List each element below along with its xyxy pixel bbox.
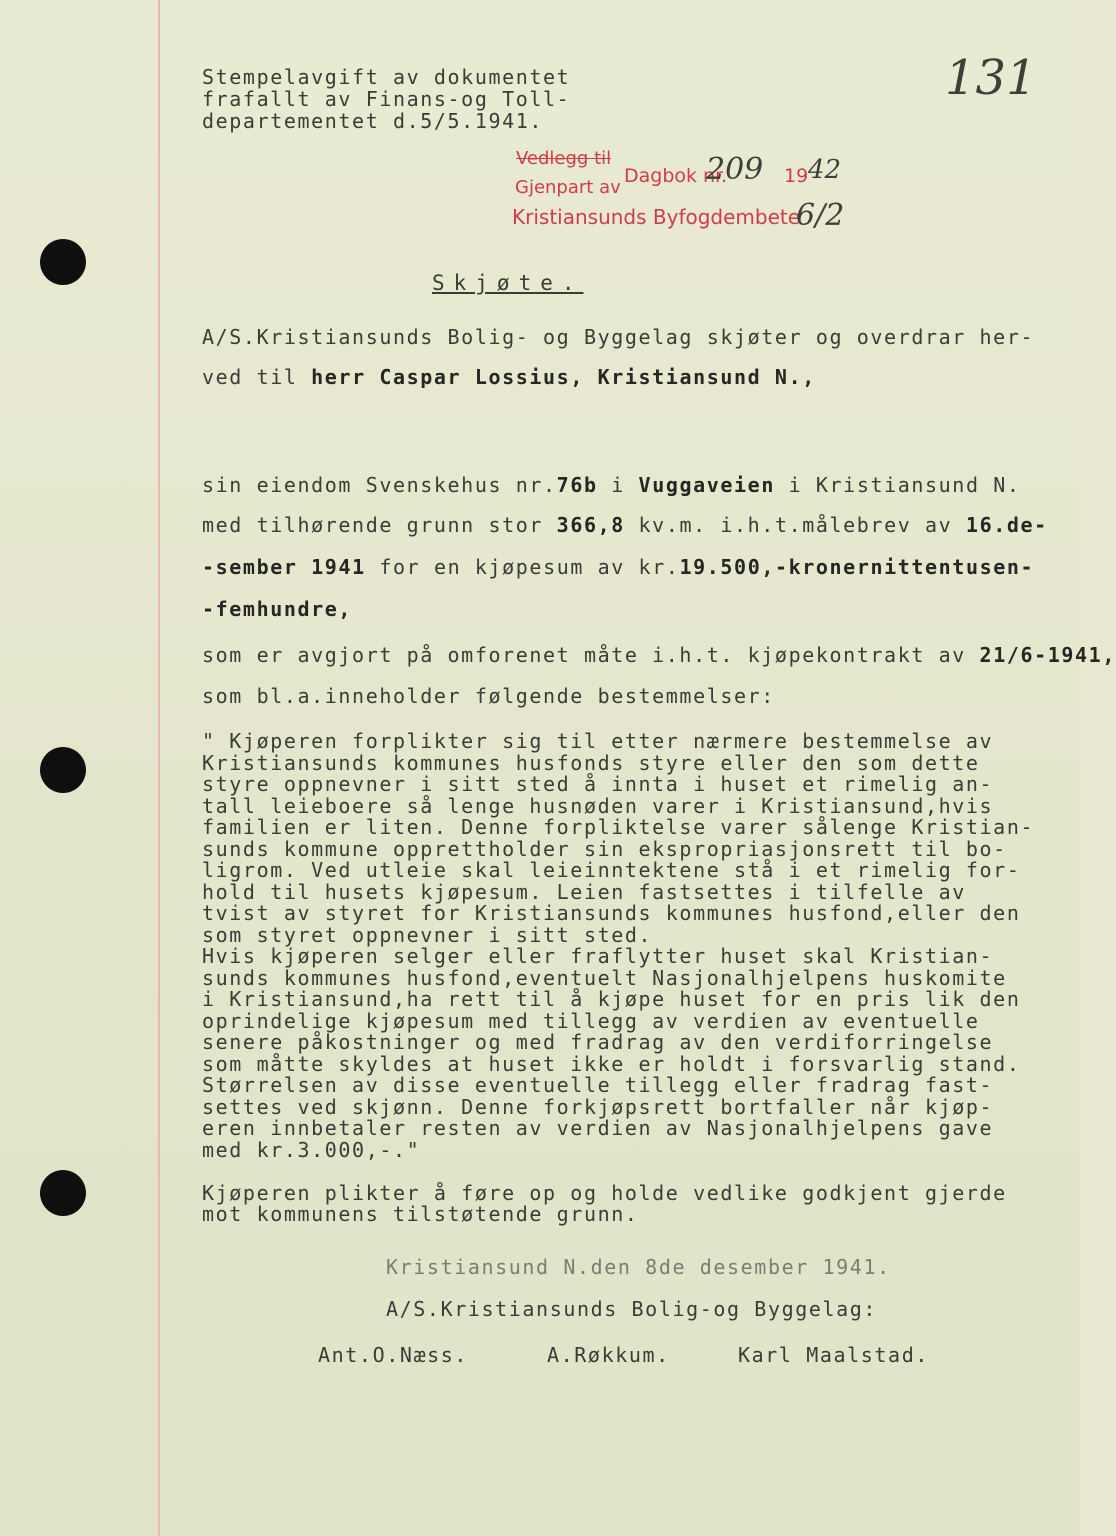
- agreement-line: som bl.a.inneholder følgende bestemmelser:: [202, 684, 775, 708]
- quote-line: oprindelige kjøpesum med tillegg av verdien av eventuelle: [202, 1008, 980, 1033]
- quote-line: Størrelsen av disse eventuelle tillegg eller fradrag fast-: [202, 1073, 994, 1097]
- quote-line: sunds kommune opprettholder sin ekspropriasjonsrett til bo-: [202, 836, 1007, 861]
- property-text: kv.m. i.h.t.målebrev av: [624, 513, 966, 537]
- quote-line: som styret oppnevner i sitt sted.: [202, 922, 653, 947]
- signatory: A.Røkkum.: [547, 1343, 670, 1367]
- quote-line: styre oppnevner i sitt sted å innta i huset et rimelig an-: [202, 772, 994, 796]
- property-line: [202, 473, 1021, 497]
- stamp-year-prefix: 19: [784, 165, 809, 187]
- quote-line: i Kristiansund,ha rett til å kjøpe huset for en pris lik den: [202, 987, 1021, 1011]
- quote-line: familien er liten. Denne forpliktelse varer sålenge Kristian-: [202, 815, 1035, 839]
- property-text: sin eiendom Svenskehus nr.: [202, 473, 557, 497]
- street-name: Vuggaveien: [638, 473, 775, 497]
- quote-line: settes ved skjønn. Denne forkjøpsrett bortfaller når kjøp-: [202, 1094, 994, 1119]
- measure-date: -sember: [202, 555, 298, 579]
- property-line: [202, 513, 1048, 537]
- property-text: i: [597, 473, 639, 497]
- quote-line: tall leieboere så lenge husnøden varer i Kristiansund,hvis: [202, 793, 994, 818]
- quote-line: " Kjøperen forplikter sig til etter nærmere bestemmelse av: [202, 729, 994, 753]
- quote-line: sunds kommunes husfond,eventuelt Nasjonalhjelpens huskomite: [202, 965, 1007, 990]
- quote-line: hold til husets kjøpesum. Leien fastsettes i tilfelle av: [202, 879, 966, 904]
- contract-date: 21/6-1941,: [979, 643, 1116, 667]
- stamp-office: Kristiansunds Byfogdembete: [512, 205, 801, 229]
- company-name: A/S.Kristiansunds Bolig-og Byggelag:: [386, 1297, 878, 1321]
- quote-line: Kristiansunds kommunes husfonds styre eller den som dette: [202, 750, 980, 775]
- property-text: [298, 555, 312, 579]
- page-number: 131: [945, 50, 1037, 106]
- measure-year: 1941: [311, 555, 366, 579]
- stamp-dagbok-label: Dagbok nr.: [624, 165, 728, 187]
- stamp-dagbok-number: 209: [706, 152, 764, 187]
- house-number: 76b: [556, 473, 598, 497]
- stamp-vedlegg: Vedlegg til: [516, 148, 612, 169]
- quote-line: tvist av styret for Kristiansunds kommunes husfond,eller den: [202, 901, 1021, 925]
- quote-line: med kr.3.000,-.": [202, 1137, 421, 1162]
- quote-line: eren innbetaler resten av verdien av Nasjonalhjelpens gave: [202, 1116, 994, 1140]
- agreement-text: som er avgjort på omforenet måte i.h.t. kjøpekontrakt av: [202, 643, 980, 667]
- signatory: Ant.O.Næss.: [318, 1343, 469, 1367]
- stamp-year-suffix: 42: [808, 155, 842, 185]
- quote-line: Hvis kjøperen selger eller fraflytter huset skal Kristian-: [202, 944, 994, 968]
- intro-prefix: ved til: [202, 365, 312, 389]
- quote-line: senere påkostninger og med fradrag av den verdiforringelse: [202, 1030, 994, 1054]
- property-area: 366,8: [556, 513, 625, 537]
- agreement-line: [202, 643, 1116, 667]
- margin-line: [158, 0, 160, 1536]
- header-note-line: Stempelavgift av dokumentet: [202, 65, 571, 89]
- signatory: Karl Maalstad.: [738, 1343, 929, 1367]
- intro-line: A/S.Kristiansunds Bolig- og Byggelag skjøter og overdrar her-: [202, 325, 1035, 349]
- stamp-gjenpart: Gjenpart av: [515, 177, 621, 198]
- fence-clause-line: mot kommunens tilstøtende grunn.: [202, 1202, 639, 1226]
- header-note-line: frafallt av Finans-og Toll-: [202, 87, 571, 111]
- fence-clause-line: Kjøperen plikter å føre op og holde vedlike godkjent gjerde: [202, 1181, 1007, 1205]
- property-line: [202, 555, 1034, 579]
- purchase-price: 19.500,-kronernittentusen-: [679, 555, 1035, 579]
- document-title: Skjøte.: [432, 271, 584, 295]
- property-text: med tilhørende grunn stor: [202, 513, 557, 537]
- intro-line: [202, 365, 816, 389]
- place-date: Kristiansund N.den 8de desember 1941.: [386, 1255, 891, 1279]
- purchase-price-cont: -femhundre,: [202, 597, 353, 621]
- property-text: for en kjøpesum av kr.: [365, 555, 680, 579]
- quote-line: ligrom. Ved utleie skal leieinntektene stå i et rimelig for-: [202, 858, 1021, 882]
- quote-line: som måtte skyldes at huset ikke er holdt i forsvarlig stand.: [202, 1051, 1021, 1076]
- punch-hole: [40, 747, 86, 793]
- measure-date: 16.de-: [965, 513, 1048, 537]
- buyer-name: herr Caspar Lossius, Kristiansund N.,: [311, 365, 816, 389]
- property-text: i Kristiansund N.: [774, 473, 1021, 497]
- header-note-line: departementet d.5/5.1941.: [202, 109, 544, 133]
- stamp-date: 6/2: [796, 198, 845, 233]
- punch-hole: [40, 1170, 86, 1216]
- punch-hole: [40, 239, 86, 285]
